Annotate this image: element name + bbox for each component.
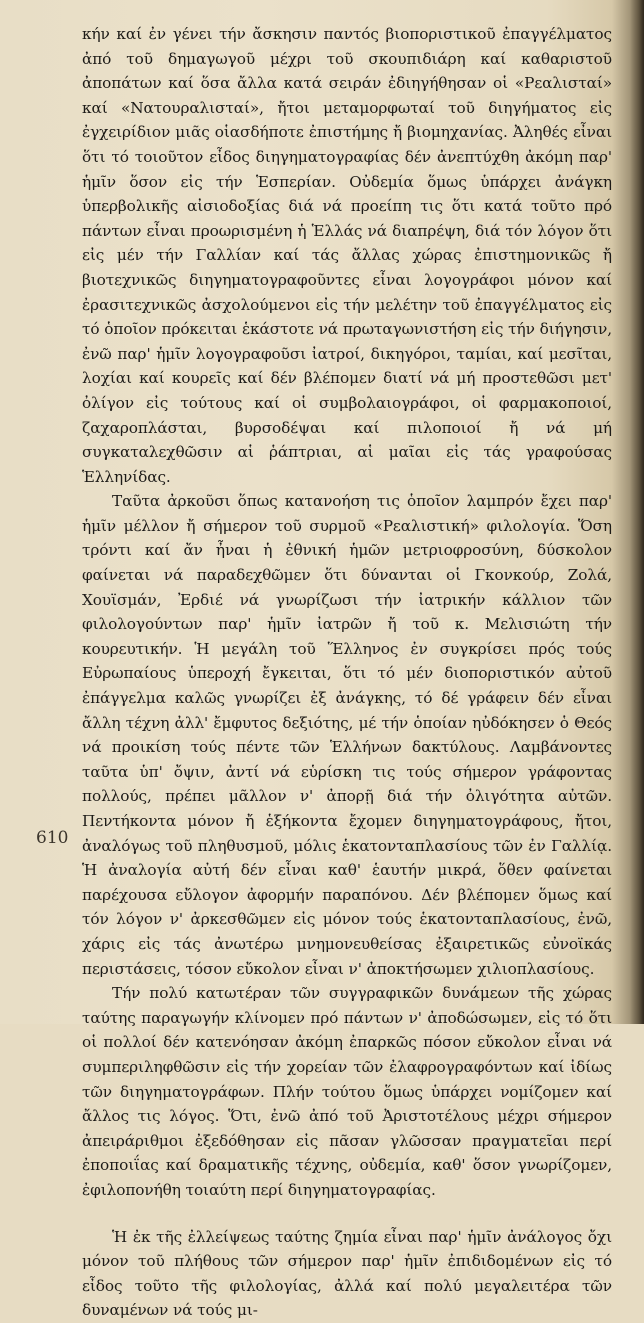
paragraph-4: Ἡ ἐκ τῆς ἐλλείψεως ταύτης ζημία εἶναι παρ' ἡμῖν ἀνάλογος ὄχι μόνον τοῦ πλήθους τῶν σήμερον παρ' ἡμῖν ἐπιδιδομένων εἰς τό εἶδος τοῦτο τῆς φιλολογίας, ἀλλά καί πολύ μεγαλειτέρα τῶν δυναμένων νά τούς μι- <box>82 1227 612 1320</box>
binding-shadow <box>630 0 644 1024</box>
page-number: 610 <box>36 828 69 848</box>
body-text <box>82 22 612 1323</box>
paragraph-2: Ταῦτα ἀρκοῦσι ὅπως κατανοήση τις ὁποῖον λαμπρόν ἔχει παρ' ἡμῖν μέλλον ἤ σήμερον τοῦ συρμοῦ «Ρεαλιστική» φιλολογία. Ὅση τρόντι καί ἄν ἦναι ἡ ἐθνική ἡμῶν μετριοφροσύνη, δύσκολον φαίνεται νά παραδεχθῶμεν ὅτι δύνανται οἱ Γκονκούρ, Ζολά, Χουϊσμάν, Ἐρδιέ νά γνωρίζωσι τήν ἰατρικήν κάλλιον τῶν φιλολογούντων παρ' ἡμῖν ἰατρῶν ἤ τοῦ κ. Μελισιώτη τήν κουρευτικήν. Ἡ μεγάλη τοῦ Ἕλληνος ἐν συγκρίσει πρός τούς Εὐρωπαίους ὑπεροχή ἔγκειται, ὅτι τό μέν διοποριστικόν αὐτοῦ ἐπάγγελμα καλῶς γνωρίζει ἐξ ἀνάγκης, τό δέ γράφειν δέν εἶναι ἄλλη τέχνη ἀλλ' ἔμφυτος δεξιότης, μέ τήν ὁποίαν ηὐδόκησεν ὁ Θεός νά προικίση τούς πέντε τῶν Ἑλλήνων δακτύλους. Λαμβάνοντες ταῦτα ὑπ' ὄψιν, ἀντί νά εὑρίσκη τις τούς σήμερον γράφοντας πολλούς, πρέπει μᾶλλον ν' ἀπορῇ διά τήν ὀλιγότητα αὐτῶν. Πεντήκοντα μόνον ἤ ἑξήκοντα ἔχομεν διηγηματογράφους, ἤτοι, ἀναλόγως τοῦ πληθυσμοῦ, μόλις ἑκατονταπλασίους τῶν ἐν Γαλλίᾳ. Ἡ ἀναλογία αὐτή δέν εἶναι καθ' ἑαυτήν μικρά, ὅθεν φαίνεται παρέχουσα εὔλογον ἀφορμήν παραπόνου. Δέν βλέπομεν ὅμως καί τόν λόγον ν' ἀρκεσθῶμεν εἰς μόνον τούς ἑκατονταπλασίους, ἐνῶ, χάρις εἰς τάς ἀνωτέρω μνημονευθείσας ἐξαιρετικῶς εὐνοϊκάς περιστάσεις, τόσον εὔκολον εἶναι ν' ἀποκτήσωμεν χιλιοπλασίους. <box>82 492 612 978</box>
paragraph-1: κήν καί ἐν γένει τήν ἄσκησιν παντός βιοποριστικοῦ ἐπαγγέλματος ἀπό τοῦ δημαγωγοῦ μέχρι τοῦ σκουπιδιάρη καί καθαριστοῦ ἀποπάτων καί ὅσα ἄλλα κατά σειράν ἐδιηγήθησαν οἱ «Ρεαλισταί» καί «Νατουραλισταί», ἤτοι μεταμορφωταί τοῦ διηγήματος εἰς ἐγχειρίδιον μιᾶς οἱασδήποτε ἐπιστήμης ἤ βιομηχανίας. Ἀληθές εἶναι ὅτι τό τοιοῦτον εἶδος διηγηματογραφίας δέν ἀνεπτύχθη ἀκόμη παρ' ἡμῖν ὅσον εἰς τήν Ἑσπερίαν. Οὐδεμία ὅμως ὑπάρχει ἀνάγκη ὑπερβολικῆς αἰσιοδοξίας διά νά προείπη τις ὅτι κατά τοῦτο πρό πάντων εἶναι προωρισμένη ἡ Ἑλλάς νά διαπρέψη, διά τόν λόγον ὅτι εἰς μέν τήν Γαλλίαν καί τάς ἄλλας χώρας ἐπιστημονικῶς ἤ βιοτεχνικῶς διηγηματογραφοῦντες εἶναι λογογράφοι μόνον καί ἐρασιτεχνικῶς ἀσχολούμενοι εἰς τήν μελέτην τοῦ ἐπαγγέλματος εἰς τό ὁποῖον πρόκειται ἑκάστοτε νά πρωταγωνιστήση εἰς τήν διήγησιν, ἐνῶ παρ' ἡμῖν λογογραφοῦσι ἰατροί, δικηγόροι, ταμίαι, καί μεσῖται, λοχίαι καί κουρεῖς καί δέν βλέπομεν διατί νά μή προστεθῶσι μετ' ὀλίγον εἰς τούτους καί οἱ συμβολαιογράφοι, οἱ φαρμακοποιοί, ζαχαροπλάσται, βυρσοδέψαι καί πιλοποιοί ἤ νά μή συγκαταλεχθῶσιν αἱ ῥάπτριαι, αἱ μαῖαι εἰς τάς γραφούσας Ἑλληνίδας. <box>82 25 612 486</box>
paragraph-3: Τήν πολύ κατωτέραν τῶν συγγραφικῶν δυνάμεων τῆς χώρας ταύτης παραγωγήν κλίνομεν πρό πάντων ν' ἀποδώσωμεν, εἰς τό ὅτι οἱ πολλοί δέν κατενόησαν ἀκόμη ἐπαρκῶς πόσον εὔκολον εἶναι νά συμπεριληφθῶσιν εἰς τήν χορείαν τῶν ἐλαφρογραφόντων καί ἰδίως τῶν διηγηματογράφων. Πλήν τούτου ὅμως ὑπάρχει νομίζομεν καί ἄλλος τις λόγος. Ὅτι, ἐνῶ ἀπό τοῦ Ἀριστοτέλους μέχρι σήμερον ἀπειράριθμοι ἐξεδόθησαν εἰς πᾶσαν γλῶσσαν πραγματεῖαι περί ἐποποιΐας καί δραματικῆς τέχνης, οὐδεμία, καθ' ὅσον γνωρίζομεν, ἐφιλοπονήθη τοιαύτη περί διηγηματογραφίας. <box>82 984 612 1199</box>
